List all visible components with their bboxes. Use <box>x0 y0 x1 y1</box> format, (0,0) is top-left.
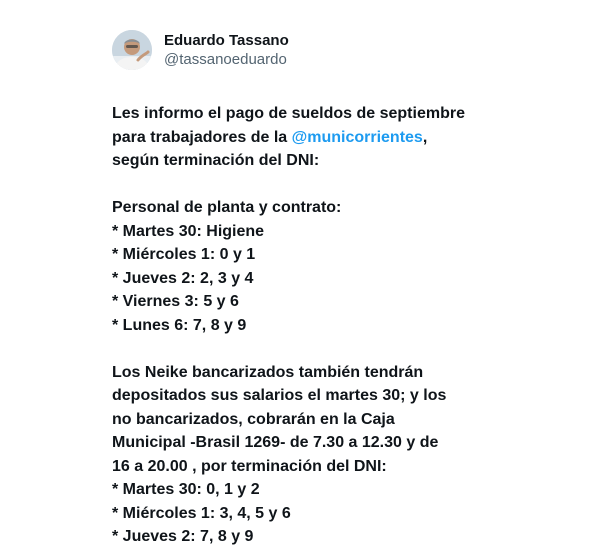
author-names <box>164 31 289 69</box>
author-display-name[interactable]: Eduardo Tassano <box>164 32 289 49</box>
tweet-header <box>112 30 289 70</box>
list-item: * Viernes 3: 5 y 6 <box>112 293 239 310</box>
intro-line-1: Les informo el pago de sueldos de septiembre <box>112 105 465 122</box>
section-2-line: Municipal -Brasil 1269- de 7.30 a 12.30 y de <box>112 434 439 451</box>
section-2-line: 16 a 20.00 , por terminación del DNI: <box>112 457 387 475</box>
intro-paragraph <box>112 102 592 173</box>
section-2-line: no bancarizados, cobrarán en la Caja <box>112 410 395 428</box>
list-item: * Miércoles 1: 0 y 1 <box>112 246 256 263</box>
intro-line-2-prefix: para trabajadores de la <box>112 128 292 146</box>
section-1-title: Personal de planta y contrato: <box>112 199 342 216</box>
section-1 <box>112 196 592 337</box>
intro-line-2-suffix: , <box>422 128 428 146</box>
mention-link[interactable]: @municorrientes <box>291 128 423 146</box>
intro-line-3: según terminación del DNI: <box>112 152 320 169</box>
intro-line-2 <box>112 126 592 150</box>
avatar[interactable] <box>112 30 152 70</box>
section-2 <box>112 361 592 549</box>
paragraph-gap <box>112 173 592 197</box>
list-item: * Martes 30: Higiene <box>112 222 265 240</box>
list-item: * Lunes 6: 7, 8 y 9 <box>112 316 247 334</box>
list-item: * Miércoles 1: 3, 4, 5 y 6 <box>112 504 291 522</box>
list-item: * Martes 30: 0, 1 y 2 <box>112 481 260 498</box>
author-handle[interactable]: @tassanoeduardo <box>164 51 287 68</box>
section-2-line: depositados sus salarios el martes 30; y los <box>112 387 447 404</box>
list-item: * Jueves 2: 2, 3 y 4 <box>112 269 254 287</box>
tweet-text <box>112 102 592 549</box>
section-2-line: Los Neike bancarizados también tendrán <box>112 363 424 381</box>
list-item: * Jueves 2: 7, 8 y 9 <box>112 528 254 545</box>
paragraph-gap <box>112 337 592 361</box>
avatar-photo-icon <box>112 30 152 70</box>
